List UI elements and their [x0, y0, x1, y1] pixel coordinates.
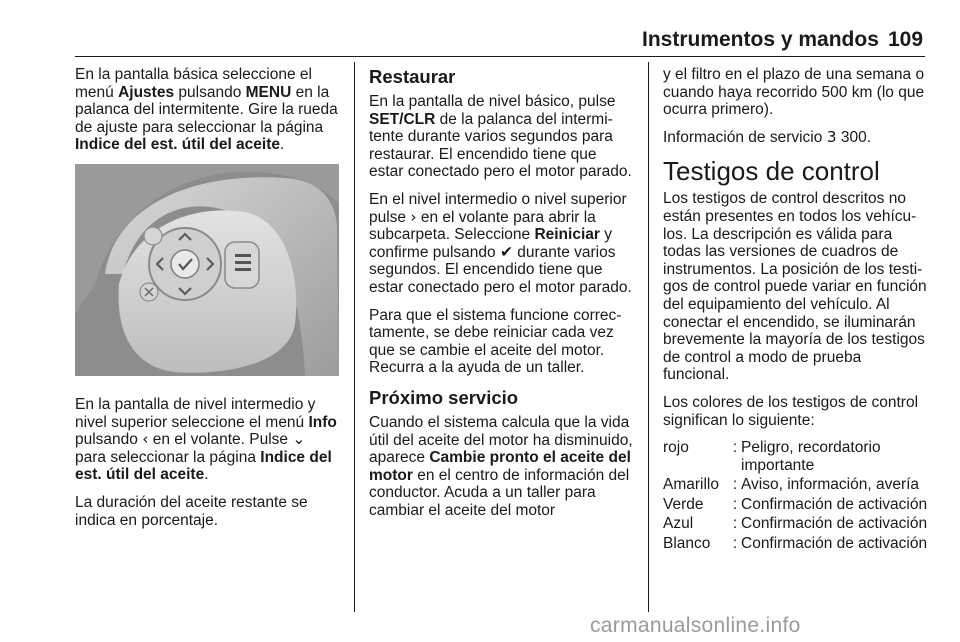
color-description: Confirmación de activación [741, 495, 928, 513]
column-divider-1 [354, 62, 355, 612]
table-row [663, 476, 929, 496]
color-description: Confirmación de activación [741, 515, 928, 533]
separator: : [732, 439, 738, 457]
color-name: Amarillo [663, 476, 719, 494]
text: En la pantalla de nivel intermedio y nivel superior seleccione el menú [75, 395, 316, 431]
heading-restaurar: Restaurar [369, 66, 456, 87]
term-indice-aceite: Indice del est. útil del aceite [75, 448, 332, 484]
separator: : [732, 476, 738, 494]
text: En la pantalla de nivel básico, pulse [369, 93, 616, 110]
term-reiniciar: Reiniciar [534, 226, 600, 244]
table-row [663, 515, 929, 535]
watermark: carmanualsonline.info [590, 614, 801, 637]
header-rule [75, 56, 925, 57]
table-row [663, 439, 929, 476]
paragraph-info-servicio [663, 129, 928, 147]
term-cambie-aceite: Cambie pronto el aceite del motor [369, 449, 631, 484]
term-indice-aceite: Indice del est. útil del aceite [75, 136, 281, 154]
paragraph-testigos-descripcion: Los testigos de control descritos no están presentes en todos los vehículos. La descripción es válida para todas las versiones de cuadros de instrumentos. La posición de los testigos de control puede variar en función del equipamiento del vehículo. Al conectar el encendido, se iluminarán brevemente la mayoría de los testigos de control a modo de prueba funcional. [663, 190, 927, 384]
table-row [663, 535, 929, 555]
paragraph-filtro: y el filtro en el plazo de una semana o cuando haya recorrido 500 km (lo que ocurra primero). [663, 66, 925, 119]
column-divider-2 [648, 62, 649, 612]
text: En la pantalla básica seleccione el menú [75, 66, 312, 101]
text: en el centro de información del conductor. Acuda a un taller para cambiar el aceite del motor [369, 466, 630, 519]
column-2 [369, 66, 634, 529]
text: y confirme pulsando [369, 226, 612, 261]
color-description: Peligro, recordatorio importante [741, 439, 881, 474]
text: 300. [836, 128, 872, 146]
cross-reference-icon: 3 [826, 127, 837, 146]
paragraph-restaurar-superior [369, 191, 634, 297]
color-name: Azul [663, 515, 694, 533]
text: Cuando el sistema calcula que la vida útil del aceite del motor ha disminuido, aparece [369, 413, 633, 467]
term-info: Info [308, 413, 337, 431]
paragraph-reiniciar-aceite: Para que el sistema funcione correctamente, se debe reiniciar cada vez que se cambie el aceite del motor. Recurra a la ayuda de un taller. [369, 306, 622, 377]
paragraph-proximo-servicio [369, 414, 634, 520]
heading-proximo-servicio: Próximo servicio [369, 386, 519, 408]
paragraph-duracion: La duración del aceite restante se indica en porcentaje. [75, 493, 308, 529]
paragraph-menu-info [75, 396, 339, 484]
text: Información de servicio [663, 128, 827, 146]
color-description: Confirmación de activación [741, 535, 928, 553]
column-3 [663, 66, 928, 555]
chevron-right-icon: › [410, 207, 417, 226]
text: pulsando [174, 83, 246, 101]
steering-wheel-controls-illustration [75, 164, 339, 376]
column-1 [75, 66, 339, 539]
separator: : [732, 515, 738, 533]
separator: : [732, 535, 738, 553]
paragraph-restaurar-basico [369, 93, 634, 181]
color-meaning-table [663, 439, 929, 555]
text: de la palanca del intermitente durante varios segundos para restaurar. El encendido tiene que estar conectado pero el motor parado. [369, 110, 632, 181]
color-name: Blanco [663, 535, 711, 553]
paragraph-menu-ajustes [75, 66, 339, 154]
chevron-down-icon: ⌄ [292, 430, 306, 449]
text: para seleccionar la página [75, 448, 261, 466]
table-row [663, 496, 929, 516]
text: . [280, 136, 285, 154]
text: durante varios segundos. El encendido tiene que estar conectado pero el motor parado. [369, 243, 632, 296]
paragraph-colores-intro: Los colores de los testigos de control significan lo siguiente: [663, 393, 919, 429]
checkmark-icon: ✔ [499, 242, 513, 261]
separator: : [732, 495, 738, 513]
text: en el volante. Pulse [148, 431, 293, 449]
color-name: rojo [663, 439, 689, 457]
section-title: Instrumentos y mandos [642, 28, 879, 51]
page-header [0, 0, 960, 62]
text: en la palanca del intermitente. Gire la rueda de ajuste para seleccionar la página [75, 83, 338, 136]
page-number: 109 [888, 28, 924, 51]
text: pulsando [75, 431, 143, 449]
term-menu: MENU [245, 83, 292, 101]
term-set-clr: SET/CLR [369, 110, 436, 128]
text: . [204, 466, 209, 484]
text: en el volante para abrir la subcarpeta. Seleccione [369, 208, 596, 244]
heading-testigos-control: Testigos de control [663, 156, 880, 187]
chevron-left-icon: ‹ [142, 430, 149, 449]
color-description: Aviso, información, avería [741, 476, 920, 494]
text: En el nivel intermedio o nivel superior pulse [369, 190, 627, 226]
term-ajustes: Ajustes [118, 83, 175, 101]
color-name: Verde [663, 495, 704, 513]
